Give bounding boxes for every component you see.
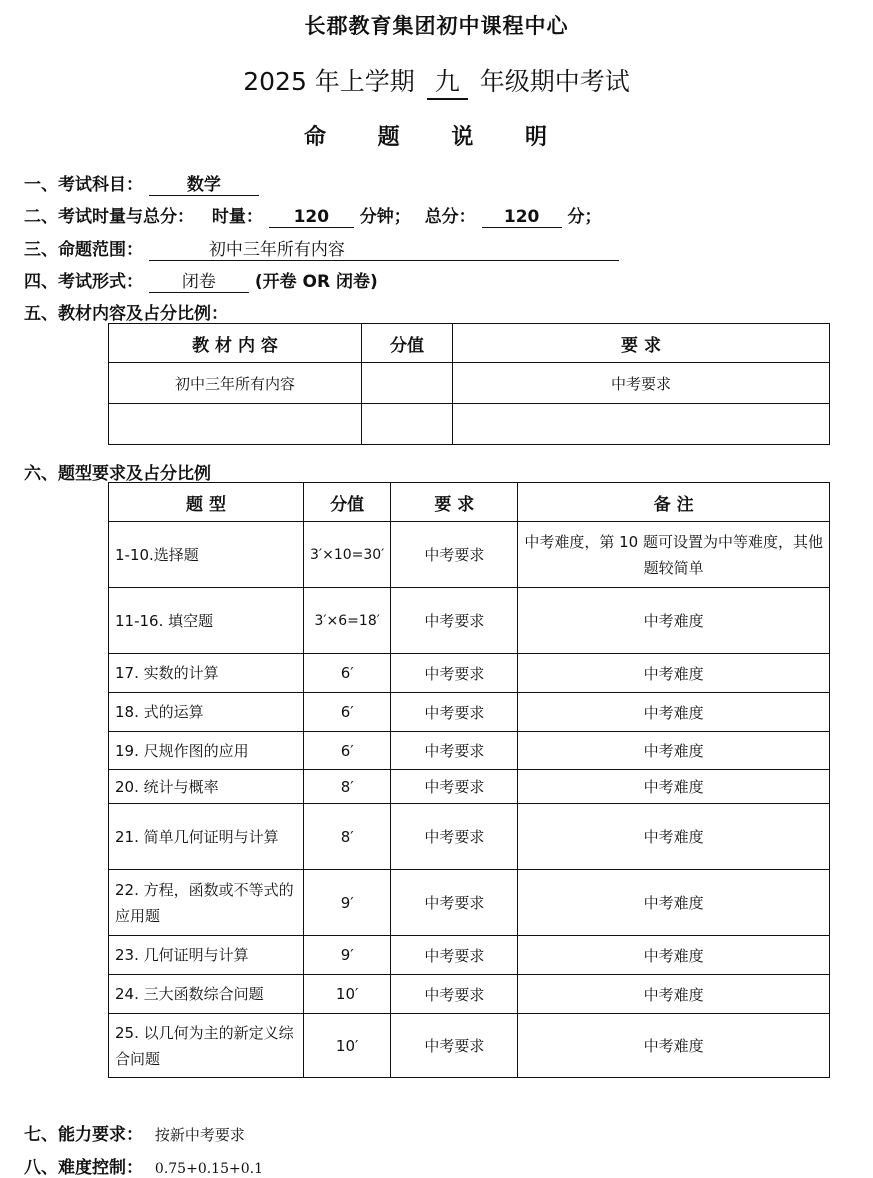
table-row	[109, 588, 830, 654]
doc-title: 命 题 说 明	[304, 125, 569, 150]
time-unit: 分钟；	[359, 207, 411, 227]
subject-value: 数学	[149, 170, 259, 196]
table-cell: 中考难度	[518, 1014, 830, 1078]
col-header: 分值	[362, 324, 453, 363]
table-cell: 中考要求	[391, 732, 518, 770]
question-type-table	[108, 482, 830, 1078]
table-cell: 中考要求	[391, 975, 518, 1014]
table-cell: 3′×6=18′	[304, 588, 391, 654]
table-cell: 中考要求	[391, 936, 518, 975]
table-cell: 中考难度	[518, 732, 830, 770]
table-cell: 中考难度	[518, 804, 830, 870]
content-table	[108, 323, 830, 445]
table-cell: 10′	[304, 975, 391, 1014]
table-row	[109, 732, 830, 770]
form-value: 闭卷	[149, 267, 249, 293]
table-row	[109, 363, 830, 404]
col-header: 分值	[304, 483, 391, 522]
table-cell: 中考要求	[391, 693, 518, 732]
org-title: 长郡教育集团初中课程中心	[304, 14, 569, 38]
ability-value: 按新中考要求	[154, 1126, 245, 1144]
table-row	[109, 804, 830, 870]
type-ratio-heading: 六、题型要求及占分比例	[24, 464, 211, 484]
table-cell: 中考难度，第 10 题可设置为中等难度，其他题较简单	[518, 522, 830, 588]
scope-line	[24, 235, 619, 261]
ability-label: 七、能力要求：	[24, 1125, 143, 1145]
form-label: 四、考试形式：	[24, 272, 143, 292]
form-line	[24, 267, 378, 293]
table-row	[109, 975, 830, 1014]
table-cell: 18. 式的运算	[109, 693, 304, 732]
table-cell: 中考要求	[391, 804, 518, 870]
table-cell: 21. 简单几何证明与计算	[109, 804, 304, 870]
table-cell: 中考要求	[391, 1014, 518, 1078]
table-cell: 3′×10=30′	[304, 522, 391, 588]
difficulty-value: 0.75+0.15+0.1	[154, 1161, 263, 1177]
table-cell: 中考难度	[518, 693, 830, 732]
difficulty-line	[24, 1153, 263, 1178]
grade-value: 九	[427, 62, 468, 100]
time-line	[24, 202, 602, 228]
table-cell: 中考要求	[391, 870, 518, 936]
table-row	[109, 1014, 830, 1078]
table-cell: 中考难度	[518, 870, 830, 936]
time-label: 时量：	[211, 207, 263, 227]
score-label: 总分：	[424, 207, 476, 227]
table-row	[109, 522, 830, 588]
table-cell: 6′	[304, 654, 391, 693]
table-cell: 8′	[304, 770, 391, 804]
table-cell: 中考要求	[391, 654, 518, 693]
table-header-row	[109, 324, 830, 363]
table-cell: 初中三年所有内容	[109, 363, 362, 404]
table-row	[109, 404, 830, 445]
table-cell	[362, 363, 453, 404]
table-cell: 23. 几何证明与计算	[109, 936, 304, 975]
table-cell: 中考难度	[518, 654, 830, 693]
table-cell: 6′	[304, 732, 391, 770]
term-suffix: 年级期中考试	[479, 67, 630, 96]
table-cell: 9′	[304, 936, 391, 975]
exam-title	[0, 62, 873, 100]
score-unit: 分；	[567, 207, 602, 227]
table-cell: 中考要求	[391, 770, 518, 804]
col-header: 备 注	[518, 483, 830, 522]
table-cell	[362, 404, 453, 445]
form-note: (开卷 OR 闭卷)	[254, 272, 378, 292]
col-header: 要 求	[391, 483, 518, 522]
table-cell: 11-16. 填空题	[109, 588, 304, 654]
table-cell: 10′	[304, 1014, 391, 1078]
col-header: 题 型	[109, 483, 304, 522]
table-cell: 22. 方程，函数或不等式的应用题	[109, 870, 304, 936]
scope-value: 初中三年所有内容	[149, 235, 619, 261]
table-cell: 6′	[304, 693, 391, 732]
table-cell: 中考难度	[518, 975, 830, 1014]
difficulty-label: 八、难度控制：	[24, 1158, 143, 1178]
ability-line	[24, 1120, 245, 1145]
time-section-label: 二、考试时量与总分：	[24, 207, 194, 227]
table-row	[109, 870, 830, 936]
term-prefix: 2025 年上学期	[243, 67, 415, 96]
table-row	[109, 770, 830, 804]
table-cell: 19. 尺规作图的应用	[109, 732, 304, 770]
table-cell: 20. 统计与概率	[109, 770, 304, 804]
col-header: 教 材 内 容	[109, 324, 362, 363]
table-row	[109, 693, 830, 732]
scope-label: 三、命题范围：	[24, 240, 143, 260]
table-cell: 9′	[304, 870, 391, 936]
table-row	[109, 936, 830, 975]
table-cell: 24. 三大函数综合问题	[109, 975, 304, 1014]
table-cell	[453, 404, 830, 445]
table-cell: 中考要求	[391, 588, 518, 654]
col-header: 要 求	[453, 324, 830, 363]
content-ratio-heading: 五、教材内容及占分比例：	[24, 304, 228, 324]
table-cell: 中考难度	[518, 588, 830, 654]
time-value: 120	[269, 207, 354, 228]
table-cell: 17. 实数的计算	[109, 654, 304, 693]
table-header-row	[109, 483, 830, 522]
table-cell: 25. 以几何为主的新定义综合问题	[109, 1014, 304, 1078]
table-cell: 1-10.选择题	[109, 522, 304, 588]
subject-line	[24, 170, 259, 196]
table-cell: 8′	[304, 804, 391, 870]
table-cell: 中考要求	[453, 363, 830, 404]
table-cell: 中考难度	[518, 936, 830, 975]
subject-label: 一、考试科目：	[24, 175, 143, 195]
score-value: 120	[482, 207, 562, 228]
table-cell	[109, 404, 362, 445]
table-row	[109, 654, 830, 693]
table-cell: 中考要求	[391, 522, 518, 588]
table-cell: 中考难度	[518, 770, 830, 804]
